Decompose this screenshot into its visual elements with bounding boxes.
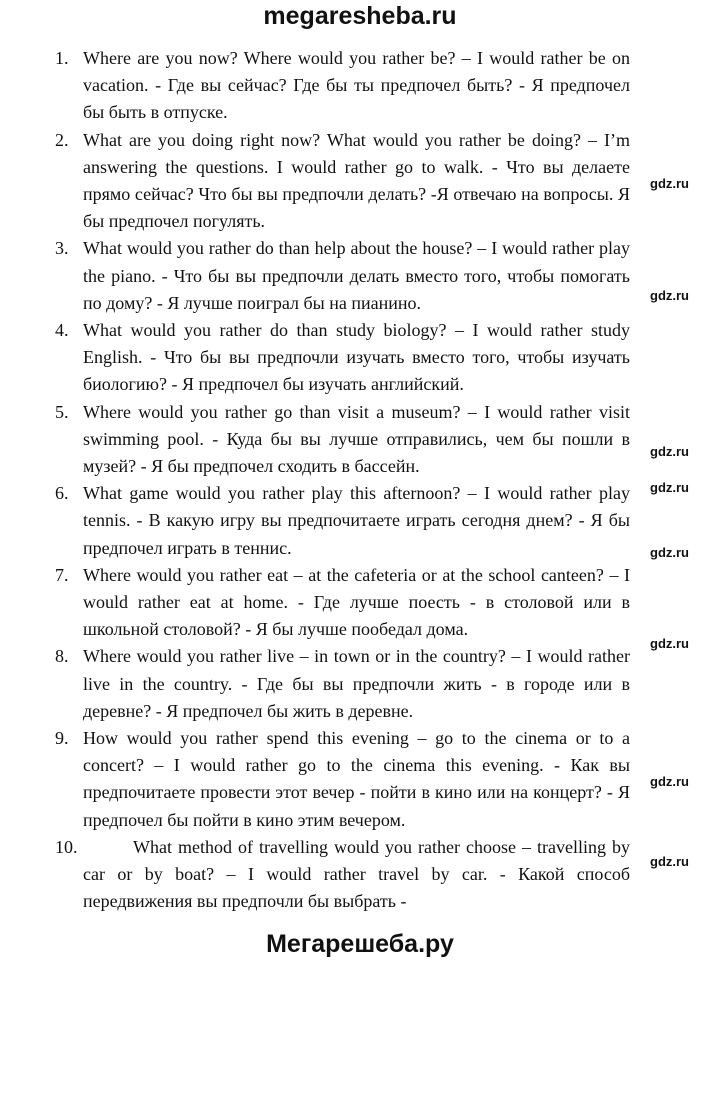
list-item — [55, 480, 630, 562]
item-text: What would you rather do than help about the house? – I would rather play the piano. - Что бы вы предпочли делать вместо того, чтобы помогать по дому? - Я лучше поиграл бы на пианино. — [83, 238, 630, 313]
watermark: gdz.ru — [650, 444, 689, 459]
item-text: What method of travelling would you rather choose – travelling by car or by boat? – I would rather travel by car. - Какой способ передвижения вы предпочли бы выбрать - — [83, 836, 630, 912]
item-number: 4. — [55, 320, 69, 341]
item-number: 5. — [55, 401, 69, 422]
item-number: 2. — [55, 129, 69, 150]
watermark: gdz.ru — [650, 480, 689, 495]
watermark: gdz.ru — [650, 636, 689, 651]
item-number: 9. — [55, 728, 69, 749]
list-item — [55, 317, 630, 399]
watermark: gdz.ru — [650, 176, 689, 191]
item-number: 7. — [55, 564, 69, 585]
list-item — [55, 127, 630, 236]
item-text: What would you rather do than study biology? – I would rather study English. - Что бы вы предпочли изучать вместо того, чтобы изучать биологию? - Я предпочел бы изучать английский. — [83, 320, 630, 395]
item-text: What are you doing right now? What would you rather be doing? – I’m answering the questions. I would rather go to walk. - Что вы делаете прямо сейчас? Что бы вы предпочли делать? -Я отвечаю на вопросы. Я бы предпочел погулять. — [83, 129, 630, 232]
item-number: 10. — [55, 836, 78, 857]
list-item — [55, 834, 630, 916]
watermark: gdz.ru — [650, 774, 689, 789]
item-text: Where would you rather eat – at the cafeteria or at the school canteen? – I would rather eat at home. - Где лучше поесть - в столовой или в школьной столовой? - Я бы лучше пообедал дома. — [83, 564, 630, 640]
list-item — [55, 45, 630, 127]
item-text: Where would you rather live – in town or in the country? – I would rather live in the country. - Где бы вы предпочли жить - в городе или в деревне? - Я предпочел бы жить в деревне. — [83, 646, 630, 721]
list-item — [55, 399, 630, 481]
item-text: How would you rather spend this evening – go to the cinema or to a concert? – I would rather go to the cinema this evening. - Как вы предпочитаете провести этот вечер - пойти в кино или на концерт? - Я предпочел бы пойти в кино этим вечером. — [83, 728, 630, 830]
answer-list — [55, 45, 630, 916]
item-number: 1. — [55, 48, 69, 68]
item-text: Where are you now? Where would you rather be? – I would rather be on vacation. - Где вы сейчас? Где бы ты предпочел быть? - Я предпочел бы быть в отпуске. — [83, 48, 630, 123]
item-text: Where would you rather go than visit a museum? – I would rather visit swimming pool. - Куда бы вы лучше отправились, чем бы пошли в музей? - Я бы предпочел сходить в бассейн. — [83, 401, 630, 477]
list-item — [55, 725, 630, 834]
watermark: gdz.ru — [650, 288, 689, 303]
list-item — [55, 235, 630, 317]
item-number: 6. — [55, 483, 69, 504]
watermark: gdz.ru — [650, 545, 689, 560]
item-number: 3. — [55, 238, 69, 259]
list-item — [55, 643, 630, 725]
site-header: megaresheba.ru — [263, 2, 457, 30]
watermark: gdz.ru — [650, 854, 689, 869]
item-text: What game would you rather play this afternoon? – I would rather play tennis. - В какую игру вы предпочитаете играть сегодня днем? - Я бы предпочел играть в теннис. — [83, 483, 630, 558]
item-number: 8. — [55, 646, 69, 667]
site-footer: Мегарешеба.ру — [266, 929, 454, 958]
list-item — [55, 562, 630, 644]
